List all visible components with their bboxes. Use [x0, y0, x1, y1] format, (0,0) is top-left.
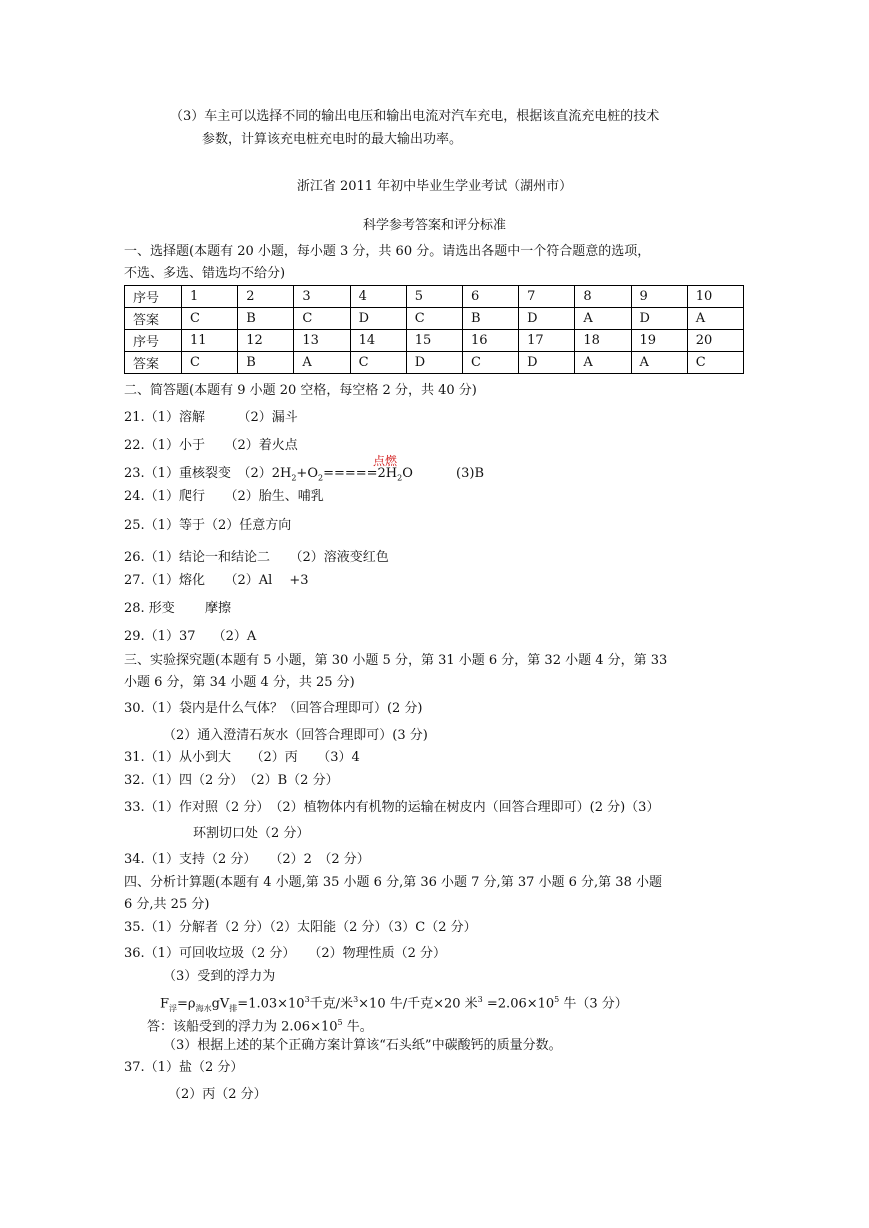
doc-subtitle: 科学参考答案和评分标准 [362, 218, 506, 233]
section1-heading-1: 一、选择题(本题有 20 小题，每小题 3 分，共 60 分。请选出各题中一个符合题意的选项， [124, 244, 651, 259]
table-cell: C [182, 352, 238, 374]
answer-23-plus: +O [296, 466, 318, 481]
answer-23-sub-h: 2 [291, 473, 297, 483]
formula-val1: =1.03×10 [237, 996, 305, 1012]
formula-exp4: 5 [554, 995, 560, 1004]
table-cell: 1 [182, 286, 238, 308]
answer-28: 28. 形变 摩擦 [124, 601, 231, 616]
buoyancy-answer-text: 答：该船受到的浮力为 2.06×10 [147, 1019, 338, 1035]
formula-v-sub: 排 [229, 1003, 238, 1013]
table-row [125, 330, 744, 352]
answer-34: 34.（1）支持（2 分） （2）2 （2 分） [124, 852, 370, 867]
table-cell: 9 [631, 286, 687, 308]
table-cell: A [631, 352, 687, 374]
answer-36-3: （3）根据上述的某个正确方案计算该“石头纸”中碳酸钙的质量分数。 [163, 1038, 562, 1053]
formula-exp3: 3 [477, 995, 483, 1004]
formula-g: gV [211, 996, 230, 1012]
prev-question-line-1: （3）车主可以选择不同的输出电压和输出电流对汽车充电，根据该直流充电桩的技术 [170, 109, 660, 124]
table-cell: B [238, 308, 294, 330]
formula-eq: =ρ [177, 996, 196, 1012]
formula-val2: ×10 牛/千克×20 米 [358, 996, 478, 1012]
table-cell: A [575, 352, 631, 374]
buoyancy-answer [147, 1014, 373, 1036]
table-cell: 18 [575, 330, 631, 352]
answer-23 [124, 465, 484, 488]
section4-heading-1: 四、分析计算题(本题有 4 小题,第 35 小题 6 分,第 36 小题 7 分,第 37 小题 6 分,第 38 小题 [124, 875, 662, 890]
answer-22: 22.（1）小于 （2）着火点 [124, 438, 298, 453]
table-cell: C [462, 352, 518, 374]
table-cell: C [687, 352, 743, 374]
answer-33-2: 环割切口处（2 分） [193, 826, 310, 841]
table-cell: 17 [519, 330, 575, 352]
table-cell: A [294, 352, 350, 374]
table-cell: 10 [687, 286, 743, 308]
table-cell: C [182, 308, 238, 330]
table-cell: 11 [182, 330, 238, 352]
table-cell: 6 [462, 286, 518, 308]
table-cell: D [631, 308, 687, 330]
buoyancy-answer-exp: 5 [337, 1018, 343, 1027]
table-row-header: 序号 [125, 286, 182, 308]
answer-36-1: 36.（1）可回收垃圾（2 分） （2）物理性质（2 分） [124, 946, 447, 961]
section1-heading-2: 不选、多选、错选均不给分) [124, 266, 286, 281]
table-row [125, 286, 744, 308]
prev-question-line-2: 参数，计算该充电桩充电时的最大输出功率。 [202, 132, 463, 147]
table-cell: D [406, 352, 462, 374]
table-cell: 12 [238, 330, 294, 352]
table-cell: 14 [350, 330, 406, 352]
table-cell: 7 [519, 286, 575, 308]
formula-tail: 牛（3 分） [559, 996, 628, 1012]
table-cell: 13 [294, 330, 350, 352]
buoyancy-answer-tail: 牛。 [342, 1019, 373, 1035]
answer-23-sub-h2: 2 [397, 473, 403, 483]
formula-val3: =2.06×10 [482, 996, 555, 1012]
table-row [125, 308, 744, 330]
table-cell: C [350, 352, 406, 374]
table-cell: 3 [294, 286, 350, 308]
reaction-condition: 点燃 [373, 454, 398, 468]
section3-heading-2: 小题 6 分，第 34 小题 4 分，共 25 分) [124, 675, 355, 690]
table-cell: D [519, 308, 575, 330]
table-cell: D [519, 352, 575, 374]
answer-23-suffix: O (3)B [402, 466, 485, 481]
answer-23-arrow: =====2H [323, 466, 398, 481]
table-row-header: 答案 [125, 308, 182, 330]
table-cell: 4 [350, 286, 406, 308]
answer-21: 21.（1）溶解 （2）漏斗 [124, 410, 298, 425]
section2-heading: 二、简答题(本题有 9 小题 20 空格，每空格 2 分，共 40 分) [124, 383, 477, 398]
table-cell: 16 [462, 330, 518, 352]
table-row-header: 序号 [125, 330, 182, 352]
answer-30-1: 30.（1）袋内是什么气体？（回答合理即可）(2 分) [124, 701, 423, 716]
doc-title: 浙江省 2011 年初中毕业生学业考试（湖州市） [296, 179, 573, 194]
table-cell: C [406, 308, 462, 330]
table-cell: 5 [406, 286, 462, 308]
table-cell: A [575, 308, 631, 330]
section3-heading-1: 三、实验探究题(本题有 5 小题，第 30 小题 5 分，第 31 小题 6 分，第 32 小题 4 分，第 33 [124, 653, 668, 668]
formula-rho-sub: 海水 [195, 1003, 212, 1013]
answer-24: 24.（1）爬行 （2）胎生、哺乳 [124, 489, 324, 504]
table-cell: 19 [631, 330, 687, 352]
answer-26: 26.（1）结论一和结论二 （2）溶液变红色 [124, 550, 389, 565]
answer-25: 25.（1）等于（2）任意方向 [124, 518, 292, 533]
table-cell: D [350, 308, 406, 330]
formula-exp2: 3 [353, 995, 359, 1004]
table-row-header: 答案 [125, 352, 182, 374]
table-cell: A [687, 308, 743, 330]
answer-37-1: 37.（1）盐（2 分） [124, 1060, 244, 1075]
answer-29: 29.（1）37 （2）A [124, 629, 257, 644]
section4-heading-2: 6 分,共 25 分) [124, 897, 210, 912]
answer-30-2: （2）通入澄清石灰水（回答合理即可）(3 分) [163, 728, 428, 743]
answer-table [124, 285, 744, 374]
formula-exp1: 3 [304, 995, 310, 1004]
table-cell: B [238, 352, 294, 374]
table-row [125, 352, 744, 374]
table-cell: 15 [406, 330, 462, 352]
table-cell: C [294, 308, 350, 330]
formula-f-sub: 浮 [169, 1003, 178, 1013]
formula-unit1: 千克/米 [309, 996, 354, 1012]
answer-31: 31.（1）从小到大 （2）丙 （3）4 [124, 750, 360, 765]
table-cell: B [462, 308, 518, 330]
answer-37-2: （2）丙（2 分） [168, 1087, 267, 1102]
answer-33-1: 33.（1）作对照（2 分） （2）植物体内有机物的运输在树皮内（回答合理即可）(2 分)（3） [124, 800, 660, 815]
table-cell: 20 [687, 330, 743, 352]
answer-23-prefix: 23.（1）重核裂变 （2）2H [124, 466, 292, 481]
answer-36-2: （3）受到的浮力为 [163, 969, 276, 984]
table-cell: 2 [238, 286, 294, 308]
answer-35: 35.（1）分解者（2 分）（2）太阳能（2 分）（3）C（2 分） [124, 920, 477, 935]
answer-27: 27.（1）熔化 （2）Al +3 [124, 573, 309, 588]
formula-f: F [160, 996, 170, 1012]
answer-23-sub-o: 2 [317, 473, 324, 483]
table-cell: 8 [575, 286, 631, 308]
answer-32: 32.（1）四（2 分） （2）B（2 分） [124, 773, 339, 788]
